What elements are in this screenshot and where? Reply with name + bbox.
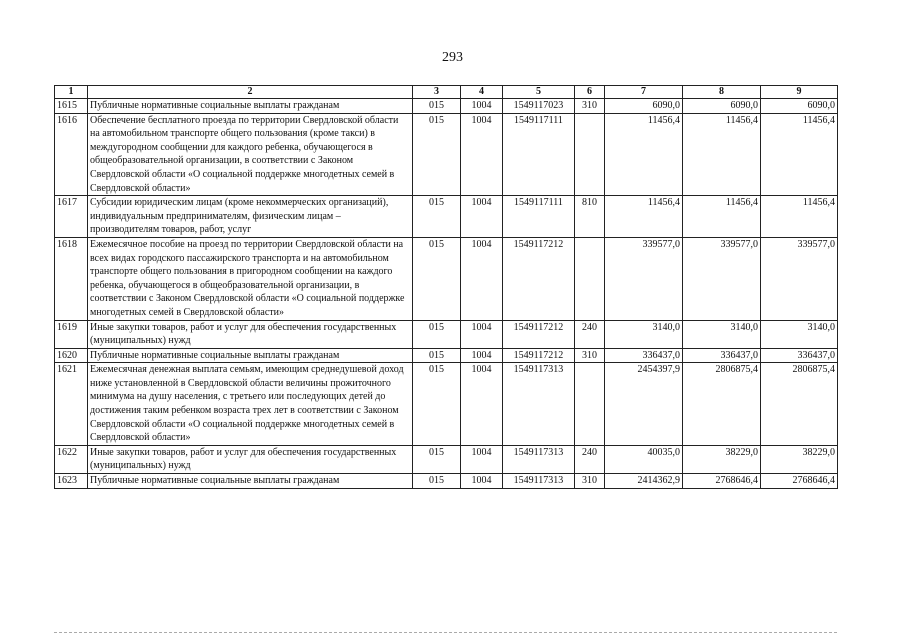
amount-col8: 6090,0 [683,99,761,114]
target-article-code: 1549117313 [503,474,575,489]
row-number: 1621 [55,363,88,446]
ministry-code: 015 [413,363,461,446]
amount-col8: 11456,4 [683,196,761,238]
target-article-code: 1549117212 [503,320,575,348]
header-row [55,86,838,99]
amount-col7: 11456,4 [605,196,683,238]
ministry-code: 015 [413,237,461,320]
ministry-code: 015 [413,113,461,196]
table-row [55,113,838,196]
column-header: 6 [575,86,605,99]
section-code: 1004 [461,99,503,114]
expense-type-code [575,237,605,320]
amount-col8: 38229,0 [683,445,761,473]
table-row [55,237,838,320]
amount-col9: 38229,0 [761,445,838,473]
scan-edge-line [54,632,837,634]
budget-table [54,85,838,489]
table-row [55,348,838,363]
target-article-code: 1549117212 [503,348,575,363]
row-description: Обеспечение бесплатного проезда по территории Свердловской области на автомобильном транспорте общего пользования (кроме такси) в междугородном сообщении для каждого ребенка, обучающегося в общеобразовательной организации, в соответствии с Законом Свердловской области «О социальной поддержке многодетных семей в Свердловской области» [88,113,413,196]
expense-type-code [575,113,605,196]
page-number: 293 [442,50,463,65]
section-code: 1004 [461,196,503,238]
section-code: 1004 [461,348,503,363]
ministry-code: 015 [413,445,461,473]
amount-col8: 11456,4 [683,113,761,196]
row-description: Субсидии юридическим лицам (кроме некоммерческих организаций), индивидуальным предпринимателям, физическим лицам – производителям товаров, работ, услуг [88,196,413,238]
ministry-code: 015 [413,99,461,114]
column-header: 9 [761,86,838,99]
row-number: 1618 [55,237,88,320]
amount-col7: 339577,0 [605,237,683,320]
row-number: 1620 [55,348,88,363]
section-code: 1004 [461,113,503,196]
section-code: 1004 [461,474,503,489]
amount-col9: 6090,0 [761,99,838,114]
target-article-code: 1549117023 [503,99,575,114]
amount-col9: 2768646,4 [761,474,838,489]
row-description: Публичные нормативные социальные выплаты гражданам [88,474,413,489]
expense-type-code: 240 [575,320,605,348]
column-header: 1 [55,86,88,99]
row-description: Иные закупки товаров, работ и услуг для обеспечения государственных (муниципальных) нужд [88,320,413,348]
table-row [55,363,838,446]
expense-type-code: 310 [575,99,605,114]
row-description: Публичные нормативные социальные выплаты гражданам [88,348,413,363]
amount-col9: 336437,0 [761,348,838,363]
expense-type-code: 310 [575,348,605,363]
table-row [55,445,838,473]
column-header: 5 [503,86,575,99]
amount-col8: 2768646,4 [683,474,761,489]
table-row [55,196,838,238]
column-header: 8 [683,86,761,99]
ministry-code: 015 [413,196,461,238]
row-description: Иные закупки товаров, работ и услуг для обеспечения государственных (муниципальных) нужд [88,445,413,473]
amount-col7: 2454397,9 [605,363,683,446]
column-header: 2 [88,86,413,99]
amount-col7: 2414362,9 [605,474,683,489]
target-article-code: 1549117111 [503,113,575,196]
amount-col8: 3140,0 [683,320,761,348]
column-header: 7 [605,86,683,99]
row-description: Ежемесячная денежная выплата семьям, имеющим среднедушевой доход ниже установленной в Свердловской области величины прожиточного минимума на душу населения, с третьего или последующих детей до достижения таким ребенком возраста трех лет в соответствии с Законом Свердловской области «О социальной поддержке многодетных семей в Свердловской области» [88,363,413,446]
table-row [55,99,838,114]
row-number: 1615 [55,99,88,114]
target-article-code: 1549117313 [503,363,575,446]
column-header: 3 [413,86,461,99]
ministry-code: 015 [413,320,461,348]
amount-col7: 6090,0 [605,99,683,114]
amount-col9: 11456,4 [761,196,838,238]
amount-col8: 336437,0 [683,348,761,363]
row-number: 1622 [55,445,88,473]
amount-col9: 3140,0 [761,320,838,348]
expense-type-code: 810 [575,196,605,238]
ministry-code: 015 [413,474,461,489]
target-article-code: 1549117313 [503,445,575,473]
amount-col7: 40035,0 [605,445,683,473]
row-description: Публичные нормативные социальные выплаты гражданам [88,99,413,114]
table-row [55,320,838,348]
section-code: 1004 [461,445,503,473]
amount-col9: 2806875,4 [761,363,838,446]
section-code: 1004 [461,237,503,320]
expense-type-code [575,363,605,446]
row-number: 1623 [55,474,88,489]
expense-type-code: 310 [575,474,605,489]
amount-col9: 11456,4 [761,113,838,196]
row-number: 1616 [55,113,88,196]
row-number: 1617 [55,196,88,238]
section-code: 1004 [461,320,503,348]
amount-col8: 339577,0 [683,237,761,320]
section-code: 1004 [461,363,503,446]
amount-col8: 2806875,4 [683,363,761,446]
column-header: 4 [461,86,503,99]
expense-type-code: 240 [575,445,605,473]
target-article-code: 1549117111 [503,196,575,238]
amount-col9: 339577,0 [761,237,838,320]
ministry-code: 015 [413,348,461,363]
amount-col7: 336437,0 [605,348,683,363]
table-row [55,474,838,489]
row-description: Ежемесячное пособие на проезд по территории Свердловской области на всех видах городского пассажирского транспорта и на автомобильном транспорте общего пользования в пригородном сообщении на каждого ребенка, обучающегося в общеобразовательной организации, в соответствии с Законом Свердловской области «О социальной поддержке многодетных семей в Свердловской области» [88,237,413,320]
amount-col7: 11456,4 [605,113,683,196]
target-article-code: 1549117212 [503,237,575,320]
amount-col7: 3140,0 [605,320,683,348]
row-number: 1619 [55,320,88,348]
